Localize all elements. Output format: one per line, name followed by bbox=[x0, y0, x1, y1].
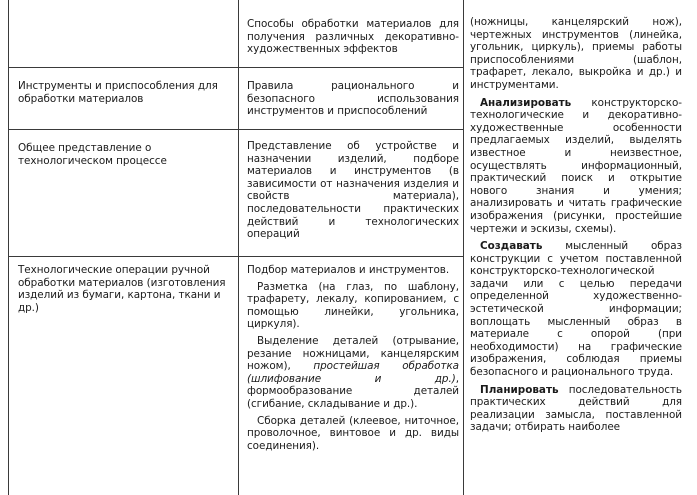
marking-text: Разметка (на глаз, по шаблону, трафарету, лекалу, копированием, с помощью линейки, угольника, циркуля). bbox=[247, 280, 459, 331]
analyze-keyword: Анализировать bbox=[480, 96, 572, 109]
plan-text: последовательность практических действий для реализации замысла, поставленной задачи; отбирать наиболее bbox=[470, 383, 682, 434]
safety-rules-cell bbox=[247, 80, 459, 118]
methods-text: Способы обработки материалов для получения различных декоративно-художественных эффектов bbox=[247, 18, 459, 56]
assembly-text: Сборка деталей (клеевое, ниточное, проволочное, винтовое и др. виды соединения). bbox=[247, 414, 459, 452]
row-divider-3 bbox=[8, 256, 464, 257]
materials-selection-text: Подбор материалов и инструментов. bbox=[247, 264, 450, 276]
product-design-text: Представление об устройстве и назначении изделий, подборе материалов и инструментов (в зависимости от назначения изделия и свойств материала), последовательности практических действий и технологических операций bbox=[247, 140, 459, 241]
operations-heading-cell bbox=[18, 264, 231, 314]
methods-cell bbox=[247, 18, 459, 56]
process-heading-cell bbox=[18, 142, 231, 167]
parts-separation-text bbox=[247, 335, 459, 411]
column-divider-1 bbox=[238, 0, 239, 495]
row-divider-1 bbox=[8, 67, 464, 68]
safety-rules-text: Правила рационального и безопасного использования инструментов и приспособлений bbox=[247, 80, 459, 118]
analyze-paragraph bbox=[470, 97, 682, 236]
operations-heading: Технологические операции ручной обработки материалов (изготовления изделий из бумаги, картона, ткани и др.) bbox=[18, 264, 226, 314]
parts-separation-end: , формообразование деталей (сгибание, складывание и др.). bbox=[247, 372, 459, 410]
create-keyword: Создавать bbox=[480, 240, 543, 253]
column-divider-2 bbox=[463, 0, 464, 495]
analyze-text: конструкторско-технологические и декоративно-художественные особенности предлагаемых изделий, выделять известное и неизвестное, осуществлять информационный, практический поиск и открытие нового знания и умения; анализировать и читать графические изображения (рисунки, простейшие чертежи и эскизы, схемы). bbox=[470, 96, 682, 235]
create-text: мысленный образ конструкции с учетом поставленной конструкторско-технологической задачи или с целью передачи определенной художественно-эстетической информации; воплощать мысленный образ в материале с опорой (при необходимости) на графические изображения, соблюдая приемы безопасного и рационального труда. bbox=[470, 240, 682, 379]
activities-cell bbox=[470, 16, 682, 434]
plan-keyword: Планировать bbox=[480, 383, 559, 396]
tools-heading: Инструменты и приспособления для обработки материалов bbox=[18, 80, 218, 105]
parts-separation-start: Выделение деталей (отрывание, резание ножницами, канцелярским ножом), bbox=[247, 334, 459, 373]
table-left-border bbox=[8, 0, 9, 495]
tools-heading-cell bbox=[18, 80, 231, 105]
product-design-cell bbox=[247, 140, 459, 241]
tools-usage-text: (ножницы, канцелярский нож), чертежных инструментов (линейка, угольник, циркуль), приемы работы приспособлениями (шаблон, трафарет, лекало, выкройка и др.) и инструментами. bbox=[470, 16, 682, 91]
row-divider-2 bbox=[8, 129, 464, 130]
operations-detail-cell bbox=[247, 264, 459, 452]
simple-processing-italic: простейшая обработка (шлифование и др.) bbox=[247, 360, 459, 385]
plan-paragraph bbox=[470, 384, 682, 434]
create-paragraph bbox=[470, 240, 682, 379]
process-heading: Общее представление о технологическом процессе bbox=[18, 142, 167, 167]
